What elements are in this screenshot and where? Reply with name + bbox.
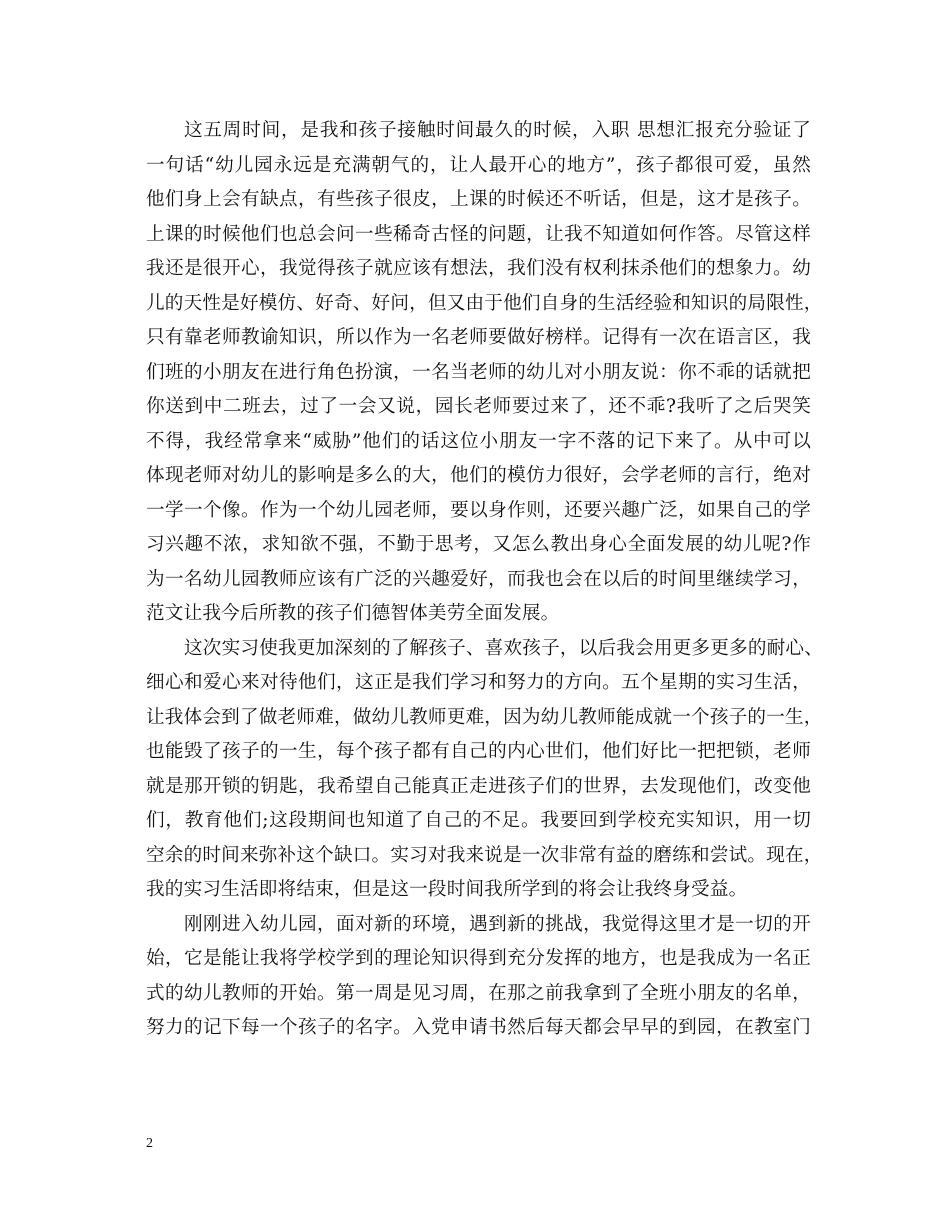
paragraph-2-line-7: 空余的时间来弥补这个缺口。实习对我来说是一次非常有益的磨练和尝试。现在， [146, 844, 823, 866]
paragraph-1-line-8: 们班的小朋友在进行角色扮演，一名当老师的幼儿对小朋友说：你不乖的话就把 [146, 361, 811, 383]
paragraph-1-line-7: 只有靠老师教谕知识，所以作为一名老师要做好榜样。记得有一次在语言区，我 [146, 327, 811, 348]
paragraph-3-line-1: 刚刚进入幼儿园，面对新的环境，遇到新的挑战，我觉得这里才是一切的开 [184, 913, 811, 935]
paragraph-2-line-2: 细心和爱心来对待他们，这正是我们学习和努力的方向。五个星期的实习生活， [146, 672, 811, 693]
paragraph-1-line-10: 不得，我经常拿来“威胁”他们的话这位小朋友一字不落的记下来了。从中可以 [146, 430, 811, 452]
paragraph-3-line-2: 始，它是能让我将学校学到的理论知识得到充分发挥的地方，也是我成为一名正 [146, 948, 811, 969]
paragraph-1-line-4: 上课的时候他们也总会问一些稀奇古怪的问题，让我不知道如何作答。尽管这样 [146, 223, 811, 245]
paragraph-1-line-5: 我还是很开心，我觉得孩子就应该有想法，我们没有权利抹杀他们的想象力。幼 [146, 258, 811, 279]
paragraph-1-line-6: 儿的天性是好模仿、好奇、好问，但又由于他们自身的生活经验和知识的局限性， [146, 292, 823, 314]
paragraph-1-line-2: 一句话“幼儿园永远是充满朝气的，让人最开心的地方”，孩子都很可爱，虽然 [146, 154, 811, 176]
paragraph-1-line-11: 体现老师对幼儿的影响是多么的大，他们的模仿力很好，会学老师的言行，绝对 [146, 465, 811, 486]
paragraph-1-line-12: 一学一个像。作为一个幼儿园老师，要以身作则，还要兴趣广泛，如果自己的学 [146, 499, 811, 521]
paragraph-1-line-15: 范文让我今后所教的孩子们德智体美劳全面发展。 [146, 603, 560, 624]
paragraph-2-line-6: 们，教育他们;这段期间也知道了自己的不足。我要回到学校充实知识，用一切 [146, 810, 811, 831]
paragraph-3-line-4: 努力的记下每一个孩子的名字。入党申请书然后每天都会早早的到园，在教室门 [146, 1017, 811, 1038]
document-body [146, 114, 823, 1046]
paragraph-2-line-8: 我的实习生活即将结束，但是这一段时间我所学到的将会让我终身受益。 [146, 879, 748, 900]
paragraph-1-line-3: 他们身上会有缺点，有些孩子很皮，上课的时候还不听话，但是，这才是孩子。 [146, 189, 811, 210]
page-number: 2 [146, 1136, 153, 1151]
paragraph-2-line-4: 也能毁了孩子的一生，每个孩子都有自己的内心世们，他们好比一把把锁，老师 [146, 741, 811, 762]
paragraph-1-line-9: 你送到中二班去，过了一会又说，园长老师要过来了，还不乖?我听了之后哭笑 [146, 396, 811, 417]
paragraph-2-line-1: 这次实习使我更加深刻的了解孩子、喜欢孩子，以后我会用更多更多的耐心、 [184, 637, 823, 659]
paragraph-2-line-3: 让我体会到了做老师难，做幼儿教师更难，因为幼儿教师能成就一个孩子的一生， [146, 706, 823, 728]
paragraph-1-line-14: 为一名幼儿园教师应该有广泛的兴趣爱好，而我也会在以后的时间里继续学习， [146, 568, 811, 590]
paragraph-1-line-13: 习兴趣不浓，求知欲不强，不勤于思考，又怎么教出身心全面发展的幼儿呢?作 [146, 534, 811, 555]
paragraph-2-line-5: 就是那开锁的钥匙，我希望自己能真正走进孩子们的世界，去发现他们，改变他 [146, 775, 811, 797]
paragraph-3-line-3: 式的幼儿教师的开始。第一周是见习周，在那之前我拿到了全班小朋友的名单， [146, 982, 811, 1004]
paragraph-1-line-1: 这五周时间，是我和孩子接触时间最久的时候，入职 思想汇报充分验证了 [184, 120, 811, 141]
